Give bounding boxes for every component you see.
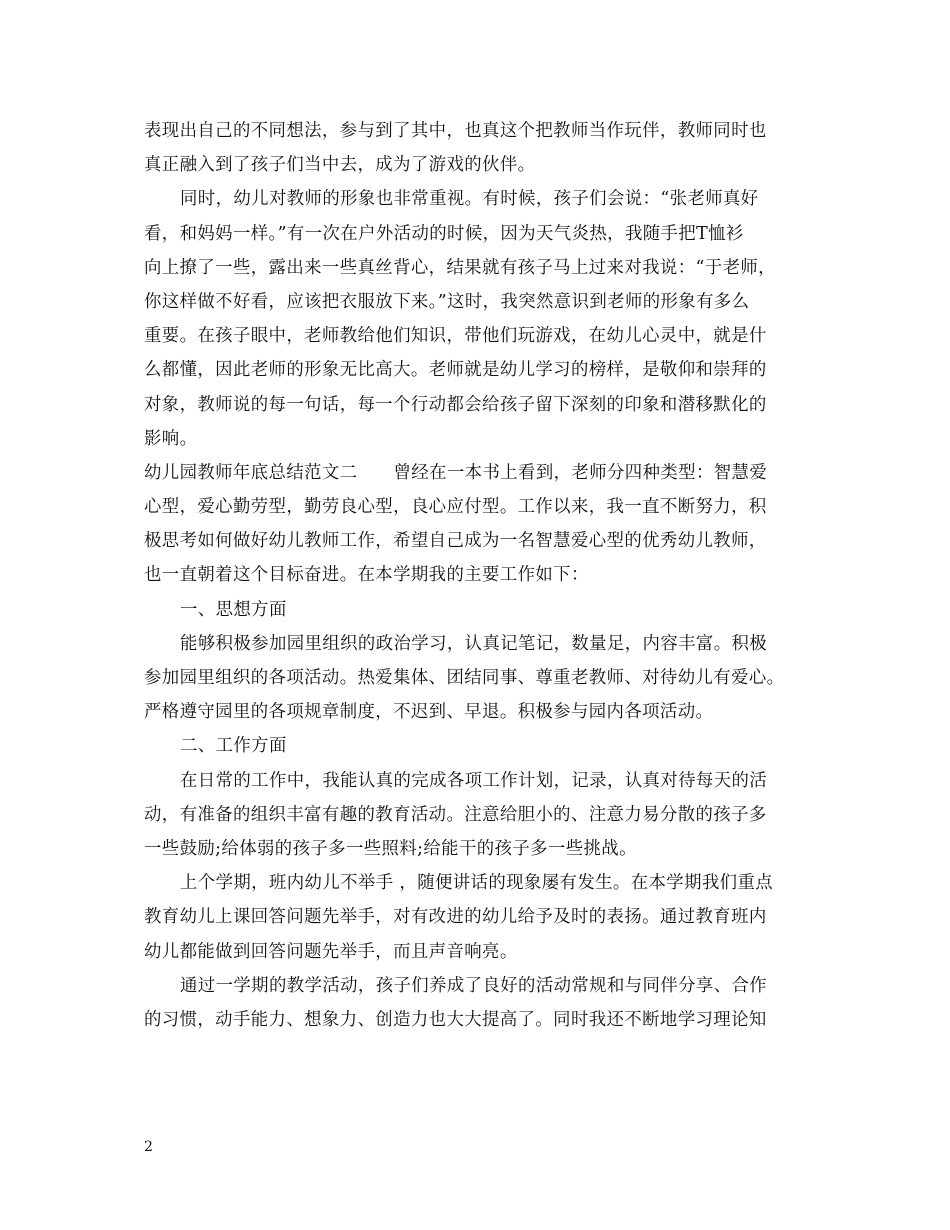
text-line: 你这样做不好看，应该把衣服放下来。”这时，我突然意识到老师的形象有多么	[144, 291, 750, 312]
subheading-line: 二、工作方面	[180, 736, 287, 757]
text-line: 严格遵守园里的各项规章制度，不迟到、早退。积极参与园内各项活动。	[144, 702, 714, 723]
text-line: 对象，教师说的每一句话，每一个行动都会给孩子留下深刻的印象和潜移默化的	[144, 394, 767, 415]
text-line: 心型，爱心勤劳型，勤劳良心型，良心应付型。工作以来，我一直不断努力，积	[144, 497, 767, 518]
text-line: 上个学期，班内幼儿不举手 ，随便讲话的现象屡有发生。在本学期我们重点	[180, 873, 774, 894]
text-line: 极思考如何做好幼儿教师工作，希望自己成为一名智慧爱心型的优秀幼儿教师，	[144, 531, 767, 552]
text-line: 一些鼓励;给体弱的孩子多一些照料;给能干的孩子多一些挑战。	[144, 838, 637, 859]
text-line: 看，和妈妈一样。”有一次在户外活动的时候，因为天气炎热，我随手把T恤衫	[144, 223, 744, 244]
section-heading-line	[144, 456, 812, 490]
text-line: 真正融入到了孩子们当中去，成为了游戏的伙伴。	[144, 155, 536, 176]
section-title: 幼儿园教师年底总结范文二	[144, 462, 358, 483]
text-line: 么都懂，因此老师的形象无比高大。老师就是幼儿学习的榜样，是敬仰和崇拜的	[144, 360, 767, 381]
text-segment: 曾经在一本书上看到，老师分四种类型：智慧爱	[393, 462, 768, 483]
text-line: 重要。在孩子眼中，老师教给他们知识，带他们玩游戏，在幼儿心灵中，就是什	[144, 326, 767, 347]
text-line: 影响。	[144, 428, 198, 449]
subheading-line: 一、思想方面	[180, 599, 287, 620]
text-line: 也一直朝着这个目标奋进。在本学期我的主要工作如下：	[144, 565, 589, 586]
text-line: 幼儿都能做到回答问题先举手，而且声音响亮。	[144, 941, 518, 962]
text-line: 同时，幼儿对教师的形象也非常重视。有时候，孩子们会说：“张老师真好	[180, 189, 759, 210]
page-number: 2	[144, 1139, 153, 1155]
text-line: 表现出自己的不同想法，参与到了其中，也真这个把教师当作玩伴，教师同时也	[144, 121, 767, 141]
text-line: 的习惯，动手能力、想象力、创造力也大大提高了。同时我还不断地学习理论知	[144, 1009, 767, 1030]
text-line: 能够积极参加园里组织的政治学习，认真记笔记，数量足，内容丰富。积极	[180, 633, 768, 654]
text-line: 向上撩了一些，露出来一些真丝背心，结果就有孩子马上过来对我说：“于老师，	[144, 257, 776, 278]
text-line: 参加园里组织的各项活动。热爱集体、团结同事、尊重老教师、对待幼儿有爱心。	[144, 668, 785, 688]
body-text	[144, 114, 812, 1037]
text-line: 通过一学期的教学活动，孩子们养成了良好的活动常规和与同伴分享、合作	[180, 975, 768, 996]
text-line: 动，有准备的组织丰富有趣的教育活动。注意给胆小的、注意力易分散的孩子多	[144, 804, 767, 825]
text-line: 教育幼儿上课回答问题先举手，对有改进的幼儿给予及时的表扬。通过教育班内	[144, 907, 767, 928]
text-line: 在日常的工作中，我能认真的完成各项工作计划，记录，认真对待每天的活	[180, 770, 768, 791]
